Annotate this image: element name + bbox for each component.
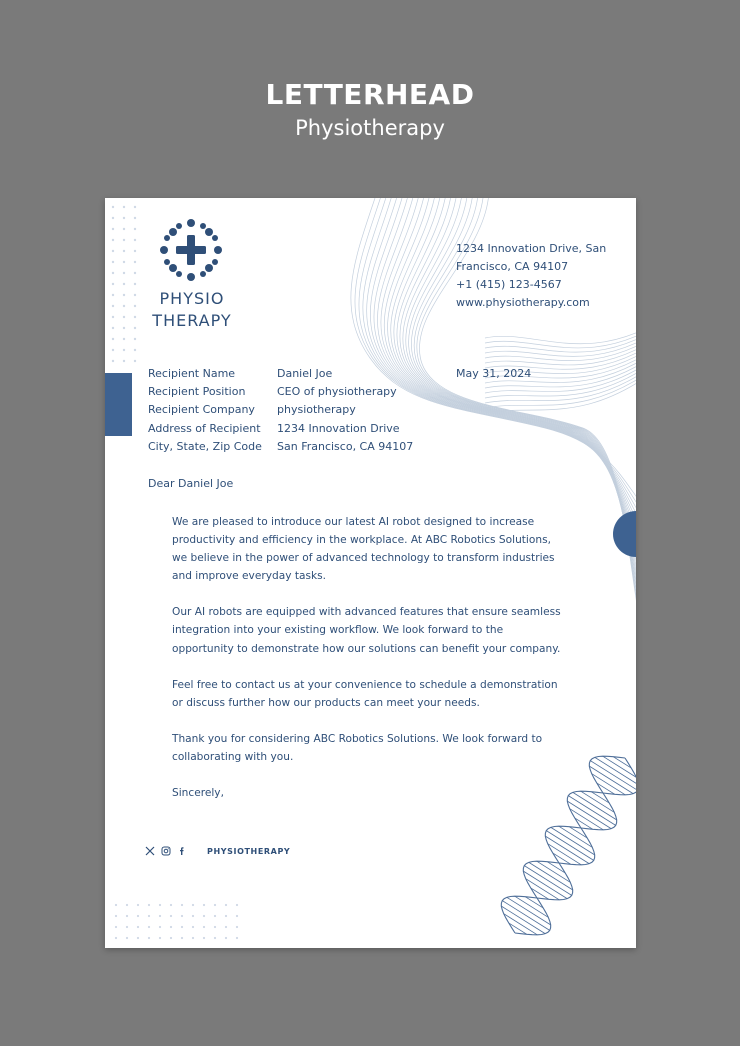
recipient-value: San Francisco, CA 94107 [277,439,414,453]
recipient-values [277,365,413,456]
decor-dot [181,915,183,917]
decor-dot [112,206,114,208]
brand-line-1: PHYSIO [159,289,225,308]
decor-dot [123,327,125,329]
dna-rung [568,796,615,826]
decor-dot [112,239,114,241]
decor-dot [214,904,216,906]
decor-dot [134,217,136,219]
wave-line [485,324,636,352]
dot-grid-decoration [110,204,150,369]
decor-dot [170,937,172,939]
decor-dot [170,915,172,917]
dna-rung [537,861,571,882]
decor-dot [181,904,183,906]
decor-dot [148,937,150,939]
decor-dot [123,228,125,230]
decor-dot [134,349,136,351]
decor-dot [203,926,205,928]
dna-rung [523,871,567,899]
decor-dot [123,349,125,351]
decor-dot [134,261,136,263]
paragraph [172,603,572,657]
recipient-label: Recipient Company [148,403,255,417]
decor-dot [214,926,216,928]
dna-rung [526,879,560,900]
decor-dot [134,305,136,307]
decor-dot [203,904,205,906]
decor-dot [123,217,125,219]
page-subtitle: Physiotherapy [295,116,445,140]
dna-rung [509,923,527,934]
decor-dot [123,239,125,241]
recipient-label: City, State, Zip Code [148,439,262,453]
social-footer [145,844,290,858]
decor-dot [123,283,125,285]
decor-dot [148,904,150,906]
paragraph [172,730,572,766]
dna-rung [507,897,551,925]
dna-rung [589,766,633,794]
paragraph-line: we believe in the power of advanced technology to transform industries [172,552,555,565]
decor-dot [192,915,194,917]
decor-dot [123,261,125,263]
paragraph-line: integration into your existing workflow. We look forward to the [172,624,504,637]
decor-dot [214,937,216,939]
decor-dot [123,272,125,274]
paragraph-line: productivity and efficiency in the workplace. At ABC Robotics Solutions, [172,534,551,547]
contact-address-line-2: Francisco, CA 94107 [456,260,569,273]
recipient-labels [148,365,262,456]
dna-rung [546,831,593,861]
decor-dot [123,206,125,208]
wave-line [485,321,636,348]
dna-rung [551,827,595,855]
decor-dot [137,904,139,906]
letter-date: May 31, 2024 [456,367,532,380]
decor-dot [236,915,238,917]
decor-dot [225,915,227,917]
dna-rung [595,757,636,785]
decor-dot [112,228,114,230]
decor-dot [134,294,136,296]
dna-rung [502,901,549,931]
decor-dot [134,327,136,329]
decor-dot [134,283,136,285]
decor-dot [123,338,125,340]
dna-rung [524,866,571,896]
recipient-value: CEO of physiotherapy [277,385,397,399]
paragraph-line: We are pleased to introduce our latest AI robot designed to increase [172,516,535,528]
recipient-label: Recipient Name [148,367,236,380]
decor-dot [112,261,114,263]
contact-phone: +1 (415) 123-4567 [456,278,562,291]
contact-website[interactable]: www.physiotherapy.com [456,296,590,309]
decor-dot [159,937,161,939]
dna-rung [559,826,593,847]
decor-dot [214,915,216,917]
decor-dot [159,926,161,928]
paragraph [172,513,572,585]
decor-dot [134,250,136,252]
brand-line-2: THERAPY [152,311,232,330]
decor-dot [112,305,114,307]
page-title: LETTERHEAD [265,78,475,111]
contact-address-line-1: 1234 Innovation Drive, San [456,242,607,255]
decor-dot [112,349,114,351]
decor-dot [126,937,128,939]
greeting: Dear Daniel Joe [148,477,234,490]
dna-rung [581,791,615,812]
decor-dot [192,904,194,906]
dna-rung [570,809,604,830]
decor-dot [134,316,136,318]
paragraph-line: Feel free to contact us at your convenience to schedule a demonstration [172,678,558,691]
decor-dot [148,926,150,928]
wave-line [485,318,636,344]
decor-dot [112,327,114,329]
decor-dot [225,926,227,928]
decor-dot [134,272,136,274]
accent-side-bar [105,373,132,436]
dna-rung [545,836,589,864]
decor-dot [203,915,205,917]
decor-dot [170,926,172,928]
decor-dot [123,316,125,318]
decor-dot [236,937,238,939]
decor-dot [115,926,117,928]
x-icon[interactable] [145,846,155,856]
dna-rung [501,906,545,934]
dna-rung [548,844,582,865]
decor-dot [137,915,139,917]
decor-dot [159,904,161,906]
decor-dot [192,937,194,939]
paragraph-line: Our AI robots are equipped with advanced features that ensure seamless [172,606,561,619]
decor-dot [112,272,114,274]
recipient-value: 1234 Innovation Drive [277,421,400,435]
dna-rung [613,757,631,768]
decor-dot [112,338,114,340]
decor-dot [134,206,136,208]
decor-dot [112,283,114,285]
decor-dot [112,360,114,362]
dot-grid-decoration-bottom [113,902,253,944]
paragraph-line: opportunity to demonstrate how our solutions can benefit your company. [172,642,561,655]
dna-rung [515,896,549,917]
paragraph-line: Thank you for considering ABC Robotics Solutions. We look forward to [172,732,543,745]
decor-dot [112,294,114,296]
decor-dot [134,228,136,230]
decor-dot [112,250,114,252]
plus-dots-logo-icon [159,218,223,282]
decor-dot [115,904,117,906]
recipient-value: Daniel Joe [277,367,333,380]
contact-block [456,240,616,312]
dna-rung [573,792,617,820]
decor-dot [123,360,125,362]
decor-dot [115,937,117,939]
decor-dot [225,904,227,906]
recipient-label: Address of Recipient [148,421,261,435]
decor-dot [181,926,183,928]
decor-dot [115,915,117,917]
closing: Sincerely, [172,787,224,799]
decor-dot [225,937,227,939]
dna-rung [529,862,573,890]
decor-dot [126,926,128,928]
decor-dot [137,937,139,939]
instagram-icon[interactable] [161,846,171,856]
decor-dot [123,305,125,307]
dna-strand [515,758,636,935]
brand-name [147,288,237,332]
decor-dot [192,926,194,928]
decor-dot [112,316,114,318]
decor-dot [123,294,125,296]
decor-dot [134,239,136,241]
decor-dot [148,915,150,917]
paragraph-line: or discuss further how our products can meet your needs. [172,696,480,709]
decor-dot [236,904,238,906]
paragraph [172,676,572,712]
decor-dot [134,338,136,340]
dna-rung [592,774,626,795]
decor-dot [126,915,128,917]
dna-rung [504,914,538,935]
decor-dot [137,926,139,928]
footer-brand-tag: PHYSIOTHERAPY [207,846,291,856]
decor-dot [159,915,161,917]
recipient-value: physiotherapy [277,403,356,417]
decor-dot [181,937,183,939]
decor-dot [170,904,172,906]
decor-dot [126,904,128,906]
decor-dot [123,250,125,252]
paragraph-line: and improve everyday tasks. [172,570,327,583]
letterhead-page [105,198,636,948]
letter-body [172,513,572,784]
facebook-icon[interactable] [177,846,187,856]
decor-dot [134,360,136,362]
dna-rung [567,801,611,829]
decor-dot [203,937,205,939]
decor-dot [112,217,114,219]
recipient-label: Recipient Position [148,385,246,399]
decor-dot [236,926,238,928]
paragraph-line: collaborating with you. [172,750,294,763]
